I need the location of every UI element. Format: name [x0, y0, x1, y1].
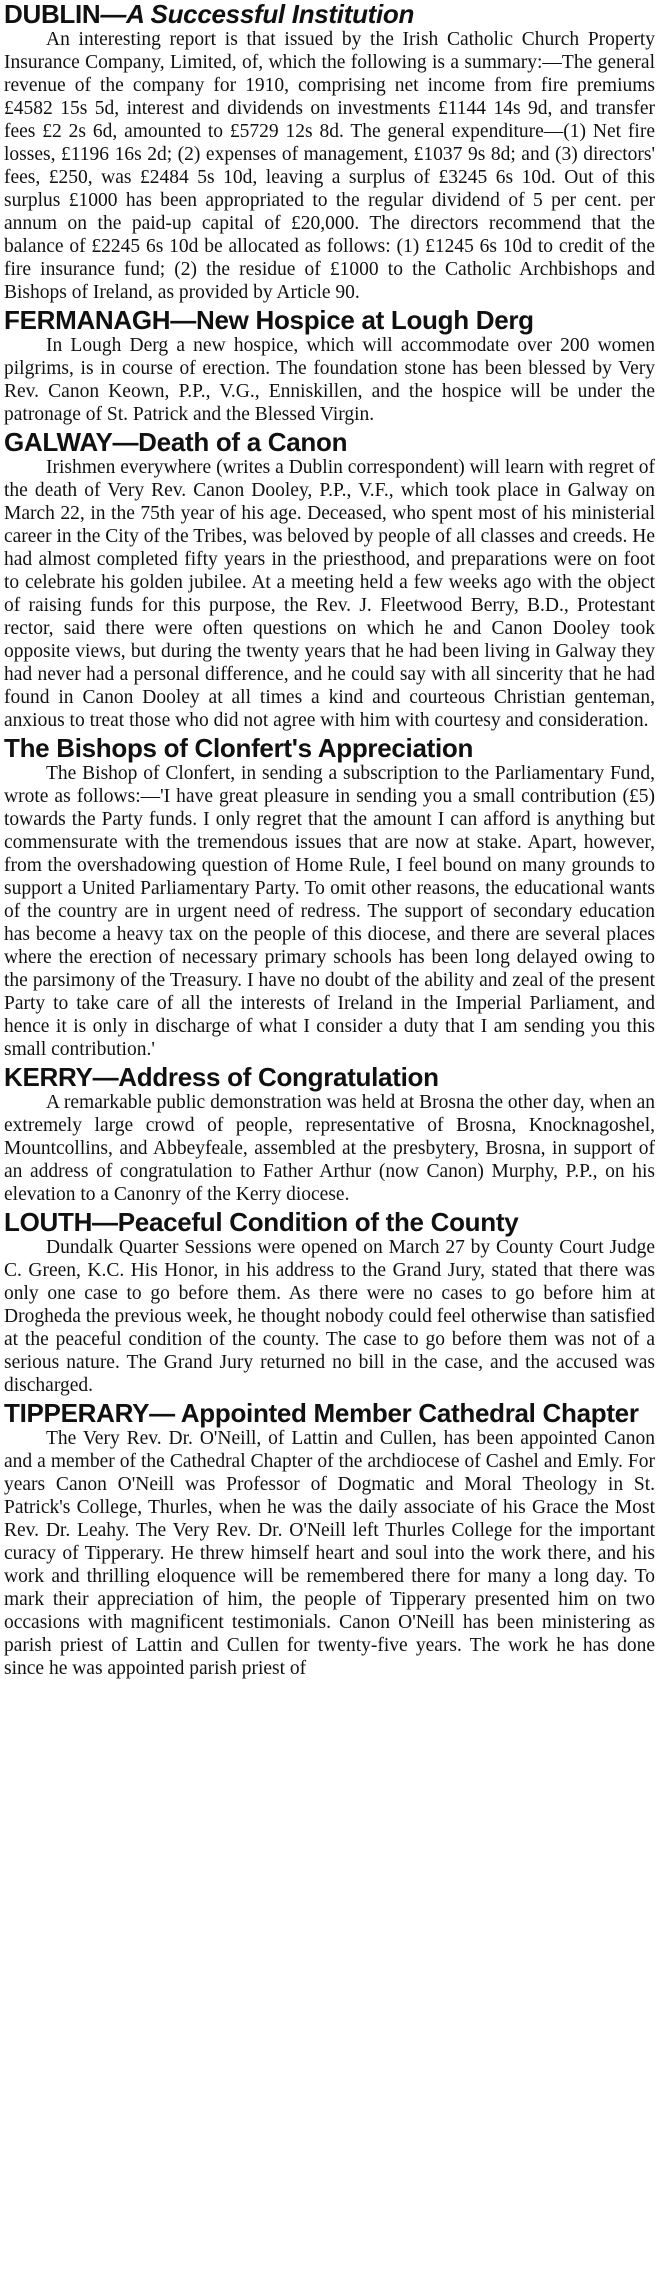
article-body: Irishmen everywhere (writes a Dublin correspondent) will learn with regret of the death of Very Rev. Canon Dooley, P.P., V.F., which took place in Galway on March 22, in the 75th year of his age. Deceased, who spent most of his ministerial career in the City of the Tribes, was beloved by people of all classes and creeds. He had almost completed fifty years in the priesthood, and preparations were on foot to celebrate his golden jubilee. At a meeting held a few weeks ago with the object of raising funds for this purpose, the Rev. J. Fleetwood Berry, B.D., Protestant rector, said there were often questions on which he and Canon Dooley took opposite views, but during the twenty years that he had been living in Galway they had never had a personal difference, and he could say with all sincerity that he had found in Canon Dooley at all times a kind and courteous Christian genteman, anxious to treat those who did not agree with him with courtesy and consideration.: [4, 457, 655, 731]
headline-title: —Death of a Canon: [112, 427, 348, 457]
region-name: DUBLIN: [4, 0, 101, 29]
headline-title: —New Hospice at Lough Derg: [170, 305, 534, 335]
region-name: KERRY: [4, 1062, 93, 1092]
region-name: TIPPERARY: [4, 1398, 150, 1428]
article-tipperary: [4, 1399, 655, 1680]
article-body: The Very Rev. Dr. O'Neill, of Lattin and Cullen, has been appointed Canon and a member of the Cathedral Chapter of the archdiocese of Cashel and Emly. For years Canon O'Neill was Professor of Dogmatic and Moral Theology in St. Patrick's College, Thurles, when he was the daily associate of his Grace the Most Rev. Dr. Leahy. The Very Rev. Dr. O'Neill left Thurles College for the important curacy of Tipperary. He threw himself heart and soul into the work there, and his work and thrilling eloquence will be remembered there for many a long day. To mark their appreciation of him, the people of Tipperary presented him on two occasions with magnificent testimonials. Canon O'Neill has been ministering as parish priest of Lattin and Cullen for twenty-five years. The work he has done since he was appointed parish priest of: [4, 1428, 655, 1679]
article-heading: [4, 1399, 655, 1427]
article-fermanagh: [4, 306, 655, 426]
article-heading: [4, 1208, 655, 1236]
headline-title: — Appointed Member Cathedral Chapter: [149, 1398, 639, 1428]
headline-title: —A Successful Institution: [100, 0, 415, 29]
article-galway: [4, 428, 655, 732]
headline-title: —Peaceful Condition of the County: [92, 1207, 519, 1237]
article-dublin: [4, 0, 655, 304]
article-body: The Bishop of Clonfert, in sending a subscription to the Parliamentary Fund, wrote as follows:—'I have great pleasure in sending you a small contribution (£5) towards the Party funds. I only regret that the amount I can afford is anything but commensurate with the tremendous issues that are now at stake. Apart, however, from the overshadowing question of Home Rule, I feel bound on many grounds to support a United Parliamentary Party. To omit other reasons, the educational wants of the country are in urgent need of redress. The support of secondary education has become a heavy tax on the people of this diocese, and there are several places where the erection of necessary primary schools has been long delayed owing to the parsimony of the Treasury. I have no doubt of the ability and zeal of the present Party to take care of all the interests of Ireland in the Imperial Parliament, and hence it is only in discharge of what I consider a duty that I am sending you this small contribution.': [4, 763, 655, 1060]
article-body: In Lough Derg a new hospice, which will accommodate over 200 women pilgrims, is in course of erection. The foundation stone has been blessed by Very Rev. Canon Keown, P.P., V.G., Enniskillen, and the hospice will be under the patronage of St. Patrick and the Blessed Virgin.: [4, 335, 655, 425]
headline-title: —Address of Congratulation: [92, 1062, 439, 1092]
article-heading: [4, 1063, 655, 1091]
article-heading: [4, 0, 655, 28]
region-name: GALWAY: [4, 427, 113, 457]
article-body: Dundalk Quarter Sessions were opened on March 27 by County Court Judge C. Green, K.C. His Honor, in his address to the Grand Jury, stated that there was only one case to go before them. As there were no cases to go before him at Drogheda the previous week, he thought nobody could feel otherwise than satisfied at the peaceful condition of the county. The case to go before them was not of a serious nature. The Grand Jury returned no bill in the case, and the accused was discharged.: [4, 1237, 655, 1396]
article-body: An interesting report is that issued by the Irish Catholic Church Property Insurance Company, Limited, of, which the following is a summary:—The general revenue of the company for 1910, comprising net income from fire premiums £4582 15s 5d, interest and dividends on investments £1144 14s 9d, and transfer fees £2 2s 6d, amounted to £5729 12s 8d. The general expenditure—(1) Net fire losses, £1196 16s 2d; (2) expenses of management, £1037 9s 8d; and (3) directors' fees, £250, was £2484 5s 10d, leaving a surplus of £3245 6s 10d. Out of this surplus £1000 has been appropriated to the regular dividend of 5 per cent. per annum on the paid-up capital of £20,000. The directors recommend that the balance of £2245 6s 10d be allocated as follows: (1) £1245 6s 10d to credit of the fire insurance fund; (2) the residue of £1000 to the Catholic Archbishops and Bishops of Ireland, as provided by Article 90.: [4, 29, 655, 303]
region-name: FERMANAGH: [4, 305, 171, 335]
article-body: A remarkable public demonstration was held at Brosna the other day, when an extremely large crowd of people, representative of Brosna, Knocknagoshel, Mountcollins, and Abbeyfeale, assembled at the presbytery, Brosna, in support of an address of congratulation to Father Arthur (now Canon) Murphy, P.P., on his elevation to a Canonry of the Kerry diocese.: [4, 1092, 656, 1205]
article-heading: [4, 306, 655, 334]
article-clonfert: [4, 734, 655, 1061]
article-louth: [4, 1208, 655, 1397]
article-heading: [4, 428, 655, 456]
article-heading: [4, 734, 655, 762]
article-kerry: [4, 1063, 655, 1206]
region-name: LOUTH: [4, 1207, 93, 1237]
headline-title: The Bishops of Clonfert's Appreciation: [4, 733, 474, 763]
